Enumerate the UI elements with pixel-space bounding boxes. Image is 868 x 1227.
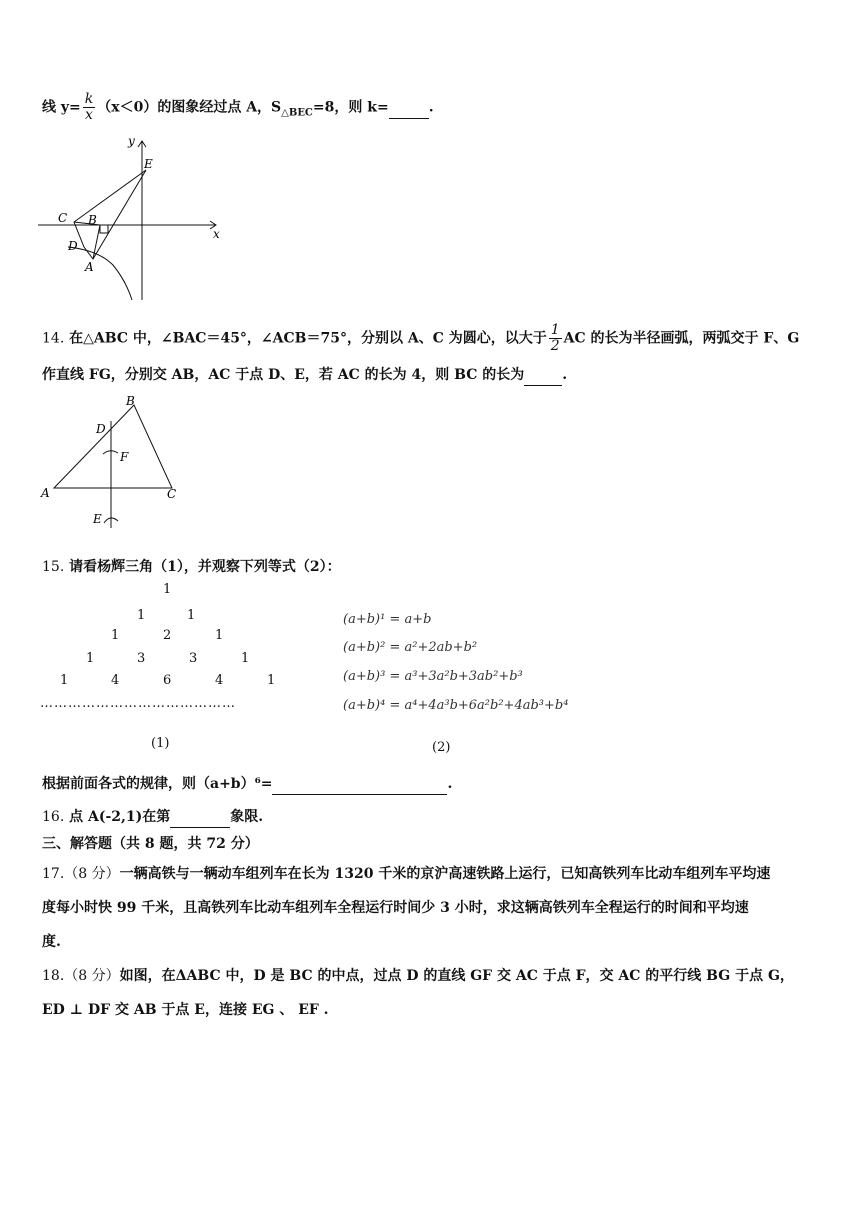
q14-line1 [42,323,799,354]
q14-frac-den: 2 [550,338,560,354]
tri-cell: 1 [60,673,69,688]
q13-cond: （x＜0）的图象经过点 A，S [97,99,282,116]
q13-sub: △BEC [281,107,313,119]
tri-cell: 1 [267,673,276,688]
q17-text-1: 一辆高铁与一辆动车组列车在长为 1320 千米的京沪高速铁路上运行，已知高铁列车比动车组列车平均速 [119,866,771,882]
label-c: C [167,487,177,501]
q14-text-b: AC 的长为半径画弧，两弧交于 F、G [563,330,800,347]
q17-number: 17.（8 分） [42,866,120,882]
section-heading: 三、解答题（共 8 题，共 72 分） [42,836,259,852]
q14-text-c: 作直线 FG，分别交 AB，AC 于点 D、E，若 AC 的长为 4，则 BC 的长为 [42,367,525,383]
equation-2: (a+b)² = a²+2ab+b² [343,640,478,655]
q16-answer-blank[interactable] [170,807,230,828]
tri-cell: 1 [137,608,146,623]
tri-dots: …………………………………… [40,696,236,711]
q13-suffix: =8，则 k= [312,99,389,116]
tri-cell: 1 [163,582,172,597]
equation-3: (a+b)³ = a³+3a²b+3ab²+b³ [343,669,523,684]
q18-text-2: ED ⊥ DF 交 AB 于点 E，连接 EG 、 EF . [42,1002,329,1018]
q14-text-a: 在△ABC 中，∠BAC＝45°，∠ACB＝75°，分别以 A、C 为圆心，以大于 [69,330,547,347]
q17-text-3: 度. [42,934,61,950]
q14-answer-blank[interactable] [524,365,562,386]
q14-line2 [42,365,567,386]
label-y: y [128,135,135,148]
hyperbola-curve [68,247,132,300]
label-e: E [93,512,102,526]
q17-line1 [42,864,770,884]
label-x: x [213,227,220,241]
label-1: (1) [151,736,170,751]
q14-number: 14. [42,330,65,347]
quadrilateral [74,170,146,259]
q18-text-1: 如图，在ΔABC 中，D 是 BC 的中点，过点 D 的直线 GF 交 AC 于点 F，交 AC 的平行线 BG 于点 G， [119,968,794,984]
label-e: E [144,157,153,171]
label-f: F [120,450,129,464]
equation-1: (a+b)¹ = a+b [343,612,432,627]
q13-text [42,92,434,123]
right-angle-mark [100,225,108,233]
label-c: C [58,211,68,225]
label-2: (2) [432,740,451,755]
label-b: B [126,394,135,408]
tri-cell: 1 [86,651,95,666]
q15-number: 15. [42,559,65,575]
q13-frac-den: x [85,107,93,123]
q15-ask-text: 根据前面各式的规律，则（a+b）⁶= [42,776,273,792]
q13-prefix: 线 y= [42,99,81,116]
q15-end: . [447,776,453,792]
q17-text-2: 度每小时快 99 千米，且高铁列车比动车组列车全程运行时间少 3 小时，求这辆高铁列车全程运行的时间和平均速 [42,900,749,916]
q14-end: . [562,367,568,383]
q14-frac-num: 1 [550,322,560,338]
tri-cell: 1 [111,628,120,643]
q16-number: 16. [42,809,65,825]
tri-cell: 4 [215,673,224,688]
equation-4: (a+b)⁴ = a⁴+4a³b+6a²b²+4ab³+b⁴ [343,698,569,713]
q13-figure [38,135,228,305]
q13-end: . [428,99,434,116]
q15-ask [42,774,452,795]
label-a: A [85,260,94,274]
q15-text: 请看杨辉三角（1），并观察下列等式（2）： [69,559,341,575]
q18-line1 [42,966,794,986]
tri-cell: 3 [189,651,198,666]
q16-text: 点 A(-2,1)在第 [69,809,171,825]
tri-cell: 2 [163,628,172,643]
triangle-abc [54,405,172,488]
label-d: D [68,239,78,253]
tri-cell: 4 [111,673,120,688]
q16-suffix: 象限. [230,809,264,825]
label-b: B [88,213,97,227]
q18-number: 18.（8 分） [42,968,120,984]
tri-cell: 1 [215,628,224,643]
label-d: D [96,422,106,436]
label-a: A [41,486,50,500]
tri-cell: 1 [241,651,250,666]
q14-fraction [549,323,562,354]
tri-cell: 3 [137,651,146,666]
q13-frac-num: k [84,91,94,107]
q13-answer-blank[interactable] [389,98,429,119]
q16-line [42,807,263,828]
tri-cell: 1 [187,608,196,623]
q15-answer-blank[interactable] [272,774,447,795]
q13-fraction [83,92,95,123]
q15-line [42,557,341,577]
q14-figure [38,393,198,533]
tri-cell: 6 [163,673,172,688]
